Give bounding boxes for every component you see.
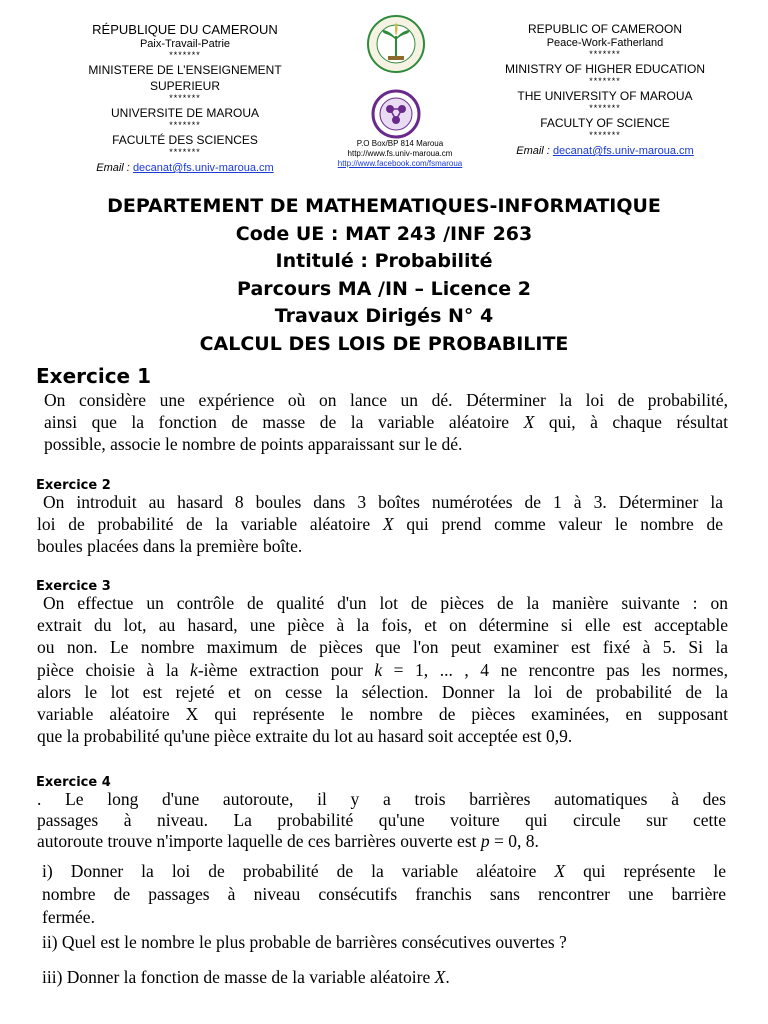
course-name: Intitulé : Probabilité — [275, 250, 493, 272]
pobox: P.O Box/BP 814 Maroua — [356, 139, 444, 148]
crest-icon — [364, 14, 428, 139]
course-code: Code UE : MAT 243 /INF 263 — [235, 222, 533, 245]
separator: ******* — [589, 49, 621, 59]
text-line: possible, associe le nombre de points apparaissant sur le dé. — [44, 434, 463, 455]
header-right-block — [495, 22, 715, 158]
separator: ******* — [169, 50, 201, 60]
email-label: Email : — [96, 162, 130, 174]
exercise-1-heading: Exercice 1 — [36, 364, 151, 388]
separator: ******* — [589, 103, 621, 113]
exercise-3-text — [37, 592, 728, 747]
separator: ******* — [169, 147, 201, 157]
header-left-block — [70, 22, 300, 175]
text-line: fermée. — [42, 907, 95, 927]
exercise-2-text — [37, 491, 723, 558]
exercise-3-heading: Exercice 3 — [36, 579, 111, 594]
text-line: loi de probabilité de la variable aléatoire X qui prend comme valeur le nombre de — [37, 514, 723, 535]
text-line: alors le lot est rejeté et on cesse la sélection. Donner la loi de probabilité de la — [37, 681, 728, 702]
facebook-link[interactable]: http://www.facebook.com/fsmaroua — [337, 159, 463, 168]
text-line: ou non. Le nombre maximum de pièces que l'on peut examiner est fixé à 5. Si la — [37, 637, 728, 658]
question-ii: ii) Quel est le nombre le plus probable de barrières consécutives ouvertes ? — [42, 932, 567, 952]
email-label: Email : — [516, 145, 550, 157]
text-line: . Le long d'une autoroute, il y a trois barrières automatiques à des — [37, 789, 726, 809]
text-line: variable aléatoire X qui représente le nombre de pièces examinées, en supposant — [37, 704, 728, 725]
text-line: On considère une expérience où on lance un dé. Déterminer la loi de probabilité, — [44, 390, 728, 410]
text-line: autoroute trouve n'importe laquelle de ces barrières ouverte est p = 0, 8. — [37, 831, 539, 851]
exercise-2-heading: Exercice 2 — [36, 478, 111, 493]
country-en: REPUBLIC OF CAMEROON — [527, 22, 683, 36]
td-number: Travaux Dirigés N° 4 — [274, 305, 494, 327]
text-line: On introduit au hasard 8 boules dans 3 boîtes numérotées de 1 à 3. Déterminer la — [43, 492, 723, 512]
question-i: i) Donner la loi de probabilité de la variable aléatoire X qui représente le — [42, 861, 726, 881]
email-line-en — [495, 144, 715, 158]
email-line-fr — [70, 161, 300, 175]
email-link[interactable]: decanat@fs.univ-maroua.cm — [132, 162, 274, 174]
text-line: extrait du lot, au hasard, une pièce à la fois, et on détermine si elle est acceptable — [37, 615, 728, 636]
text-line: boules placées dans la première boîte. — [37, 536, 303, 557]
program: Parcours MA /IN – Licence 2 — [237, 277, 531, 300]
exercise-4-heading: Exercice 4 — [36, 775, 111, 790]
country-fr: RÉPUBLIQUE DU CAMEROUN — [92, 22, 278, 37]
university-en: THE UNIVERSITY OF MAROUA — [517, 89, 693, 103]
text-line: que la probabilité qu'une pièce extraite du lot au hasard soit acceptée est 0,9. — [37, 726, 573, 747]
exercise-4-text — [37, 789, 726, 852]
separator: ******* — [589, 130, 621, 140]
text-line: On effectue un contrôle de qualité d'un lot de pièces de la manière suivante : on — [43, 593, 728, 613]
separator: ******* — [169, 93, 201, 103]
td-theme: CALCUL DES LOIS DE PROBABILITE — [199, 332, 569, 355]
separator: ******* — [589, 76, 621, 86]
ministry-en: MINISTRY OF HIGHER EDUCATION — [504, 62, 705, 76]
faculty-en: FACULTY OF SCIENCE — [540, 116, 670, 130]
university-fr: UNIVERSITE DE MAROUA — [110, 106, 260, 120]
contact-block — [330, 139, 470, 169]
text-line: nombre de passages à niveau consécutifs franchis sans rencontrer une barrière — [42, 884, 726, 904]
text-line: passages à niveau. La probabilité qu'une voiture qui circule sur cette — [37, 810, 726, 830]
question-iii: iii) Donner la fonction de masse de la variable aléatoire X. — [42, 967, 450, 987]
motto-en: Peace-Work-Fatherland — [546, 37, 664, 49]
university-logo — [364, 14, 428, 144]
website[interactable]: http://www.fs.univ-maroua.cm — [347, 149, 453, 158]
faculty-fr: FACULTÉ DES SCIENCES — [112, 133, 258, 147]
exercise-1-text — [44, 389, 728, 456]
separator: ******* — [169, 120, 201, 130]
ministry-fr: MINISTERE DE L’ENSEIGNEMENT SUPERIEUR — [88, 63, 282, 93]
exercise-4-questions — [42, 860, 726, 989]
email-link[interactable]: decanat@fs.univ-maroua.cm — [552, 145, 694, 157]
motto-fr: Paix-Travail-Patrie — [139, 38, 231, 50]
text-line: pièce choisie à la k-ième extraction pour k = 1, ... , 4 ne rencontre pas les normes, — [37, 659, 728, 680]
department-title: DEPARTEMENT DE MATHEMATIQUES-INFORMATIQUE — [107, 195, 661, 217]
title-block — [0, 193, 768, 358]
text-line: ainsi que la fonction de masse de la variable aléatoire X qui, à chaque résultat — [44, 412, 728, 433]
